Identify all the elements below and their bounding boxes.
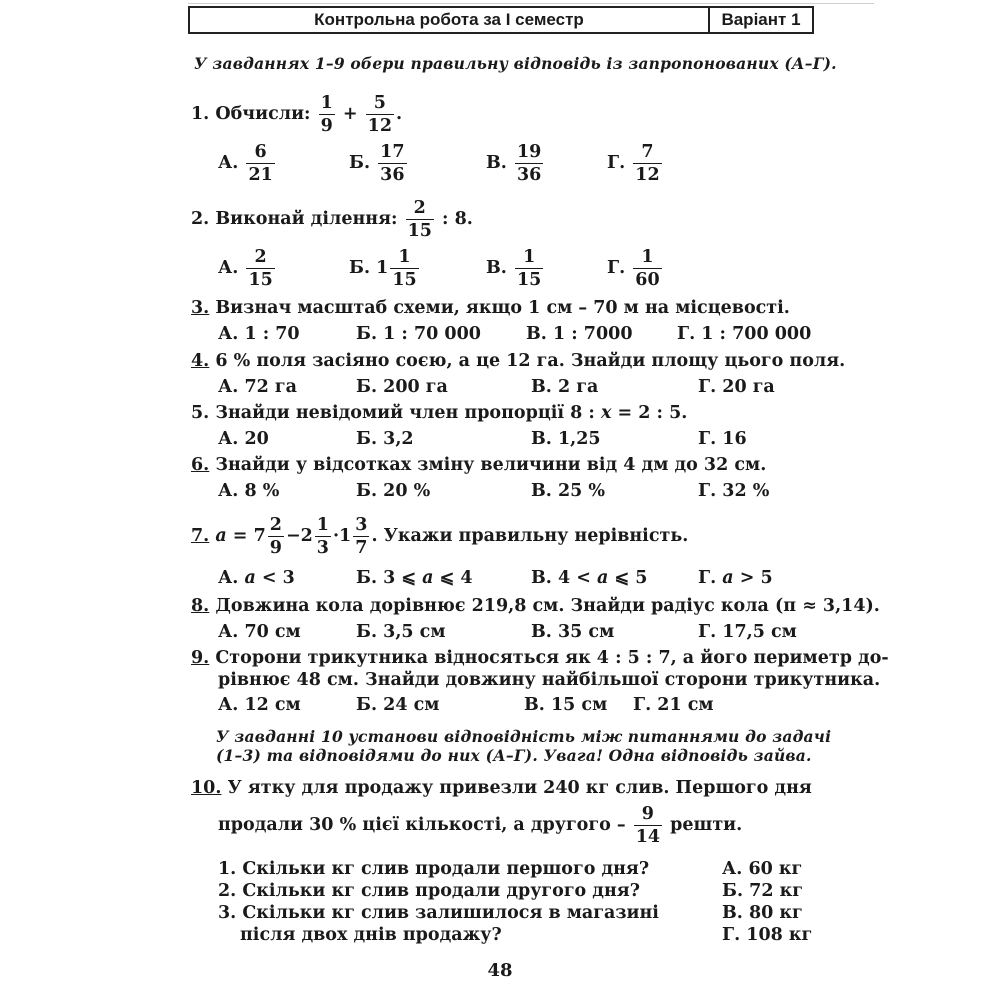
period: . [396, 104, 403, 124]
answer-c: В. 80 кг [722, 903, 803, 923]
question-9 [191, 648, 889, 668]
option-b: Б. 3,5 см [356, 622, 446, 642]
plus-sign: + [342, 104, 358, 124]
subquestion-2: 2. Скільки кг слив продали другого дня? [218, 881, 640, 901]
option-a: А. a < 3 [218, 568, 295, 588]
answer-b: Б. 72 кг [722, 881, 803, 901]
option-b: Б. 3,2 [356, 429, 414, 449]
question-text: Знайди у відсотках зміну величини від 4 дм до 32 см. [215, 455, 767, 475]
option-a: А. $\frac{2}{15}$ [218, 247, 273, 290]
option-a: А. 72 га [218, 377, 297, 397]
answer-d: Г. 108 кг [722, 925, 813, 945]
option-b: Б. 3 ⩽ a ⩽ 4 [356, 568, 473, 588]
fraction: $\frac{9}{14}$ [635, 804, 661, 847]
option-c: В. $\frac{1}{15}$ [486, 247, 542, 290]
answer-a: А. 60 кг [722, 859, 803, 879]
variable-x: x [600, 403, 612, 423]
option-d: Г. $\frac{7}{12}$ [607, 142, 660, 185]
option-b: Б. 200 га [356, 377, 448, 397]
question-4 [191, 351, 845, 371]
question-text: Обчисли: [215, 104, 311, 124]
option-c: В. $\frac{19}{36}$ [486, 142, 542, 185]
question-7: 7. a = 7 $\frac{2}{9}$ −2 $\frac{1}{3}$ ·1 $\frac{3}{7}$ . Укажи правильну нерівність. [191, 515, 689, 558]
question-text: 6 % поля засіяно соєю, а це 12 га. Знайди площу цього поля. [215, 351, 846, 371]
question-number: 2. [191, 209, 210, 229]
question-10 [191, 778, 812, 798]
question-tail: : 8. [442, 209, 473, 229]
question-text: Визнач масштаб схеми, якщо 1 см – 70 м на місцевості. [215, 298, 790, 318]
variant-label: Варіант 1 [721, 10, 801, 29]
fraction: $\frac{2}{9}$ [269, 515, 282, 558]
option-d: Г. 21 см [633, 695, 714, 715]
question-number: 5. [191, 403, 210, 423]
option-d: Г. 17,5 см [698, 622, 797, 642]
instruction-1: У завданнях 1–9 обери правильну відповідь із запропонованих (А–Г). [194, 54, 837, 73]
question-8 [191, 596, 880, 616]
option-c: В. 2 га [531, 377, 599, 397]
option-c: В. 35 см [531, 622, 615, 642]
option-b: Б. $\frac{17}{36}$ [349, 142, 405, 185]
fraction: $\frac{3}{7}$ [355, 515, 368, 558]
fraction: $\frac{5}{12}$ [367, 93, 393, 136]
option-b: Б. 20 % [356, 481, 431, 501]
question-number: 8. [191, 596, 210, 616]
option-d: Г. 20 га [698, 377, 775, 397]
option-a: А. 12 см [218, 695, 301, 715]
fraction: $\frac{2}{15}$ [407, 198, 432, 241]
question-number: 1. [191, 104, 210, 124]
fraction: $\frac{1}{3}$ [316, 515, 329, 558]
question-6 [191, 455, 766, 475]
subquestion-3: 3. Скільки кг слив залишилося в магазині [218, 903, 659, 923]
question-1 [191, 92, 402, 137]
question-text: Виконай ділення: [215, 209, 398, 229]
option-d: Г. 1 : 700 000 [677, 324, 812, 344]
option-b: Б. 24 см [356, 695, 440, 715]
question-2 [191, 197, 473, 242]
question-number: 3. [191, 298, 210, 318]
option-b: Б. 1 : 70 000 [356, 324, 481, 344]
question-text: Довжина кола дорівнює 219,8 см. Знайди радіус кола (π ≈ 3,14). [215, 596, 880, 616]
header-box [188, 6, 814, 34]
page-number: 48 [487, 960, 513, 981]
instruction-2-line1: У завданні 10 установи відповідність між питаннями до задачі [216, 727, 832, 746]
option-a: А. $\frac{6}{21}$ [218, 142, 273, 185]
question-5: 5. Знайди невідомий член пропорції 8 : x = 2 : 5. [191, 403, 688, 423]
option-a: А. 20 [218, 429, 269, 449]
option-d: Г. a > 5 [698, 568, 773, 588]
question-text-line1: У ятку для продажу привезли 240 кг слив. Першого дня [227, 778, 812, 798]
question-number: 10. [191, 778, 222, 798]
question-number: 7. [191, 526, 210, 546]
option-c: В. 15 см [524, 695, 608, 715]
option-c: В. 4 < a ⩽ 5 [531, 568, 648, 588]
option-d: Г. 16 [698, 429, 747, 449]
question-number: 9. [191, 648, 210, 668]
fraction: $\frac{1}{9}$ [320, 93, 333, 136]
option-a: А. 70 см [218, 622, 301, 642]
variable-a: a [215, 526, 227, 546]
question-9-line2: рівнює 48 см. Знайди довжину найбільшої сторони трикутника. [218, 670, 881, 690]
question-number: 6. [191, 455, 210, 475]
option-b: Б. 1 $\frac{1}{15}$ [349, 247, 417, 290]
question-3 [191, 298, 790, 318]
option-a: А. 1 : 70 [218, 324, 300, 344]
subquestion-1: 1. Скільки кг слив продали першого дня? [218, 859, 650, 879]
option-a: А. 8 % [218, 481, 280, 501]
option-d: Г. 32 % [698, 481, 770, 501]
question-text-line1: Сторони трикутника відносяться як 4 : 5 : 7, а його периметр до- [215, 648, 889, 668]
test-title: Контрольна робота за І семестр [190, 8, 710, 32]
option-c: В. 1 : 7000 [526, 324, 633, 344]
option-c: В. 25 % [531, 481, 606, 501]
question-10-line2: продали 30 % цієї кількості, а другого – $\frac{9}{14}$ решти. [218, 804, 743, 847]
question-number: 4. [191, 351, 210, 371]
subquestion-3-cont: після двох днів продажу? [240, 925, 502, 945]
option-d: Г. $\frac{1}{60}$ [607, 247, 660, 290]
option-c: В. 1,25 [531, 429, 601, 449]
top-rule [188, 3, 874, 4]
instruction-2-line2: (1–3) та відповідями до них (А–Г). Увага! Одна відповідь зайва. [216, 746, 812, 765]
